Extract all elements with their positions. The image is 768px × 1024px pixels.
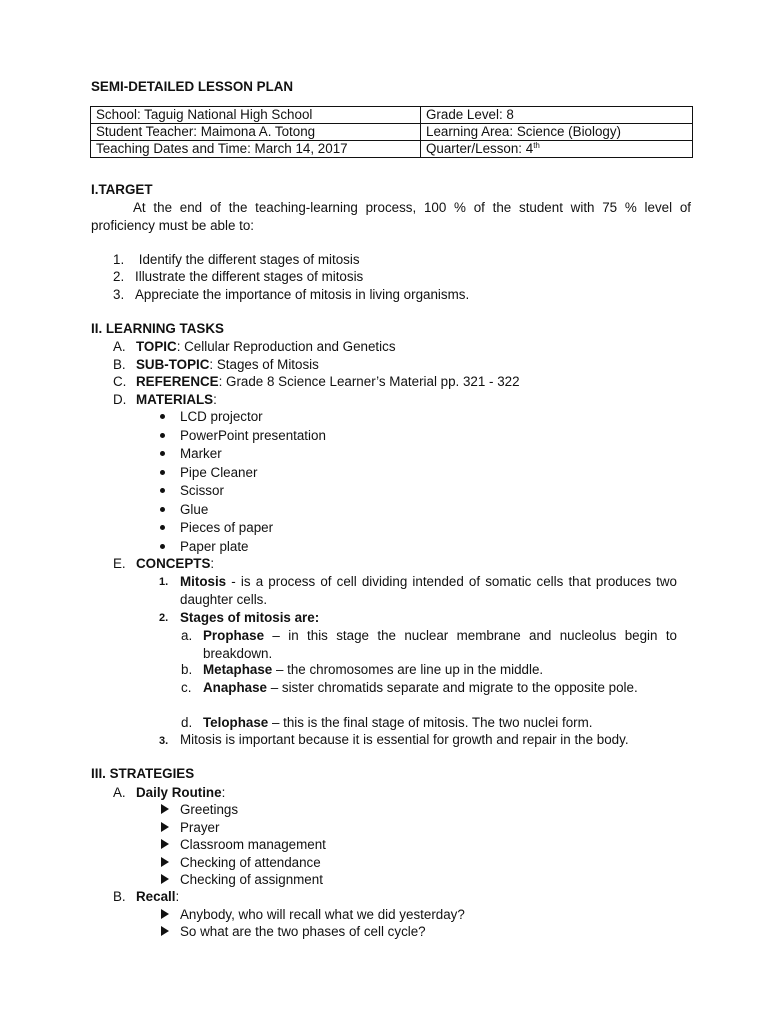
material-item: Pipe Cleaner bbox=[180, 465, 258, 480]
stage-text: – in this stage the nuclear membrane and nucleolus begin to breakdown. bbox=[203, 628, 677, 661]
routine-item: Prayer bbox=[180, 820, 220, 835]
reference-text: : Grade 8 Science Learner’s Material pp. 321 - 322 bbox=[218, 374, 520, 389]
bullet-icon bbox=[160, 414, 165, 419]
dates-cell: Teaching Dates and Time: March 14, 2017 bbox=[91, 141, 421, 158]
daily-letter: A. bbox=[113, 785, 126, 800]
topic-letter: A. bbox=[113, 339, 126, 354]
topic-line bbox=[136, 338, 396, 355]
stage-item bbox=[203, 627, 677, 662]
concept-number: 1. bbox=[159, 576, 169, 588]
subtopic-letter: B. bbox=[113, 357, 126, 372]
material-item: Marker bbox=[180, 446, 222, 461]
table-row bbox=[91, 107, 693, 124]
subtopic-line bbox=[136, 356, 319, 373]
materials-label: MATERIALS bbox=[136, 392, 214, 407]
arrow-bullet-icon bbox=[161, 839, 169, 849]
concept-text: - is a process of cell dividing intended of somatic cells that produces two daughter cells. bbox=[180, 574, 677, 607]
objective-item: Identify the different stages of mitosis bbox=[135, 252, 360, 267]
objective-number: 3. bbox=[113, 287, 125, 302]
target-heading: I.TARGET bbox=[91, 182, 153, 197]
concepts-text: : bbox=[210, 556, 215, 571]
bullet-icon bbox=[160, 525, 165, 530]
material-item: Scissor bbox=[180, 483, 224, 498]
recall-text: : bbox=[175, 889, 180, 904]
materials-line bbox=[136, 391, 217, 408]
objective-number: 2. bbox=[113, 269, 125, 284]
info-table bbox=[90, 106, 693, 158]
quarter-cell bbox=[421, 141, 693, 158]
stage-label: Anaphase bbox=[203, 680, 267, 695]
objective-item: Appreciate the importance of mitosis in living organisms. bbox=[135, 287, 470, 302]
concept-label: Mitosis bbox=[180, 574, 227, 589]
objective-item: Illustrate the different stages of mitosis bbox=[135, 269, 364, 284]
stage-letter: c. bbox=[181, 680, 192, 695]
concept-mitosis bbox=[180, 573, 677, 608]
stage-letter: d. bbox=[181, 715, 193, 730]
concepts-line bbox=[136, 555, 214, 572]
materials-letter: D. bbox=[113, 392, 127, 407]
stage-label: Prophase bbox=[203, 628, 265, 643]
strategies-heading: III. STRATEGIES bbox=[91, 766, 195, 781]
arrow-bullet-icon bbox=[161, 926, 169, 936]
stage-text: – sister chromatids separate and migrate to the opposite pole. bbox=[267, 680, 638, 695]
bullet-icon bbox=[160, 507, 165, 512]
material-item: PowerPoint presentation bbox=[180, 428, 326, 443]
arrow-bullet-icon bbox=[161, 804, 169, 814]
bullet-icon bbox=[160, 488, 165, 493]
quarter-sup: th bbox=[533, 141, 540, 150]
topic-label: TOPIC bbox=[136, 339, 177, 354]
routine-item: Greetings bbox=[180, 802, 239, 817]
stage-letter: a. bbox=[181, 628, 193, 643]
target-paragraph: At the end of the teaching-learning process, 100 % of the student with 75 % level of proficiency must be able to: bbox=[91, 200, 691, 233]
recall-letter: B. bbox=[113, 889, 126, 904]
routine-item: Classroom management bbox=[180, 837, 326, 852]
learning-tasks-heading: II. LEARNING TASKS bbox=[91, 321, 224, 336]
stage-letter: b. bbox=[181, 662, 193, 677]
recall-item: So what are the two phases of cell cycle? bbox=[180, 924, 426, 939]
bullet-icon bbox=[160, 544, 165, 549]
stage-text: – the chromosomes are line up in the middle. bbox=[272, 662, 544, 677]
reference-label: REFERENCE bbox=[136, 374, 219, 389]
table-row bbox=[91, 124, 693, 141]
bullet-icon bbox=[160, 451, 165, 456]
stage-item bbox=[203, 661, 677, 679]
routine-item: Checking of assignment bbox=[180, 872, 323, 887]
stage-label: Telophase bbox=[203, 715, 269, 730]
arrow-bullet-icon bbox=[161, 857, 169, 867]
reference-letter: C. bbox=[113, 374, 127, 389]
subtopic-label: SUB-TOPIC bbox=[136, 357, 210, 372]
stage-label: Metaphase bbox=[203, 662, 273, 677]
material-item: Pieces of paper bbox=[180, 520, 274, 535]
objective-number: 1. bbox=[113, 252, 125, 267]
reference-line bbox=[136, 373, 520, 390]
school-cell: School: Taguig National High School bbox=[91, 107, 421, 124]
bullet-icon bbox=[160, 470, 165, 475]
material-item: LCD projector bbox=[180, 409, 263, 424]
concept-label: Stages of mitosis are: bbox=[180, 610, 320, 625]
arrow-bullet-icon bbox=[161, 909, 169, 919]
stage-item bbox=[203, 714, 677, 732]
arrow-bullet-icon bbox=[161, 822, 169, 832]
daily-line bbox=[136, 784, 225, 801]
daily-text: : bbox=[221, 785, 226, 800]
concepts-letter: E. bbox=[113, 556, 126, 571]
daily-label: Daily Routine bbox=[136, 785, 222, 800]
routine-item: Checking of attendance bbox=[180, 855, 321, 870]
quarter-text: Quarter/Lesson: 4 bbox=[426, 141, 534, 156]
recall-label: Recall bbox=[136, 889, 176, 904]
concepts-label: CONCEPTS bbox=[136, 556, 211, 571]
concept-number: 3. bbox=[159, 735, 169, 747]
concept-number: 2. bbox=[159, 612, 169, 624]
material-item: Paper plate bbox=[180, 539, 249, 554]
document-title: SEMI-DETAILED LESSON PLAN bbox=[91, 79, 294, 94]
recall-line bbox=[136, 888, 179, 905]
stage-item bbox=[203, 679, 677, 697]
teacher-cell: Student Teacher: Maimona A. Totong bbox=[91, 124, 421, 141]
subtopic-text: : Stages of Mitosis bbox=[209, 357, 319, 372]
table-row bbox=[91, 141, 693, 158]
stage-text: – this is the final stage of mitosis. The two nuclei form. bbox=[268, 715, 593, 730]
topic-text: : Cellular Reproduction and Genetics bbox=[176, 339, 396, 354]
concept-importance: Mitosis is important because it is essential for growth and repair in the body. bbox=[180, 732, 629, 747]
arrow-bullet-icon bbox=[161, 874, 169, 884]
grade-cell: Grade Level: 8 bbox=[421, 107, 693, 124]
material-item: Glue bbox=[180, 502, 209, 517]
concept-stages bbox=[180, 609, 319, 626]
bullet-icon bbox=[160, 433, 165, 438]
recall-item: Anybody, who will recall what we did yesterday? bbox=[180, 907, 465, 922]
materials-text: : bbox=[213, 392, 217, 407]
learning-area-cell: Learning Area: Science (Biology) bbox=[421, 124, 693, 141]
